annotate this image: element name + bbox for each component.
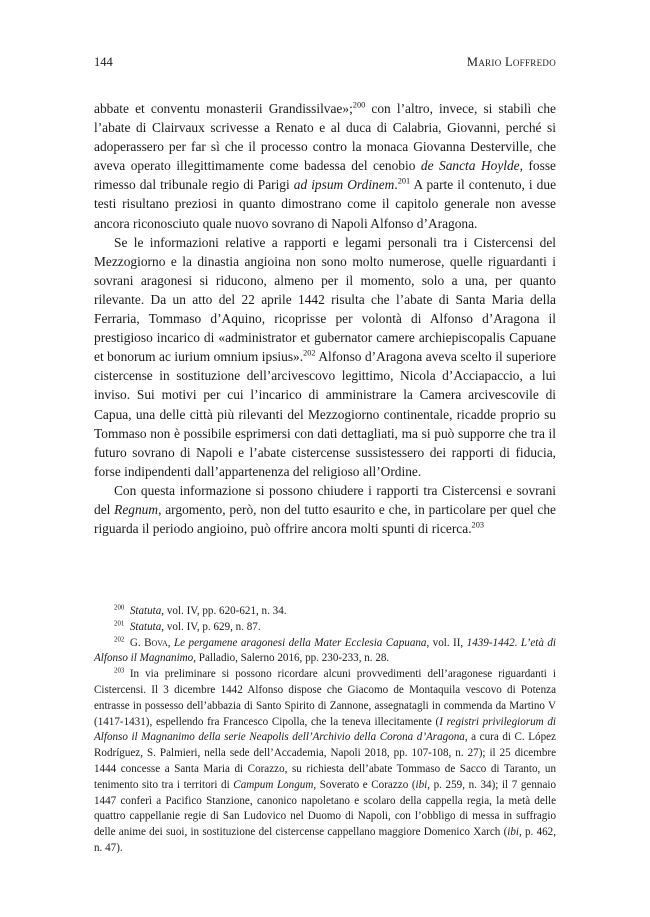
running-head-author: Mario Loffredo — [466, 55, 556, 69]
author-name: G. B — [129, 636, 152, 649]
text-run: , vol. II, — [426, 636, 467, 649]
footnote-number: 201 — [114, 620, 125, 628]
text-run: Con questa informazione si possono chiudere i rapporti tra Cistercensi e sovrani del — [94, 482, 556, 517]
text-run: , vol. IV, p. 629, n. 87. — [161, 620, 261, 633]
page-number: 144 — [94, 55, 113, 69]
text-run: , Soverato e Corazzo ( — [313, 778, 416, 791]
text-run: , p. 259, n. 34); il 7 gennaio 1447 conferì a Pacifico Stanzione, canonico napoletano e scolaro della cappella regia, la metà delle quattro cappellanie regie di San Ludovico nel Duomo di Napoli, con l’obbligo di messa in suffragio delle anime dei suoi, in sostituzione del cistercense cappellano maggiore Domenico Xarch ( — [94, 778, 556, 839]
text-run: , — [167, 636, 174, 649]
text-run: , p. 462, n. 47). — [94, 826, 556, 854]
text-run: , vol. IV, pp. 620-621, n. 34. — [161, 605, 287, 617]
italic-text: Le pergamene aragonesi della Mater Ecclesia Capuana — [174, 636, 427, 649]
italic-text: ad ipsum Ordinem — [293, 177, 395, 193]
running-head — [94, 55, 556, 71]
text-run: In via preliminare si possono ricordare alcuni provvedimenti dell’aragonese riguardanti i Cistercensi. Il 3 dicembre 1442 Alfonso dispose che Giacomo de Montaquila vescovo di Potenza entrasse in possesso dell’abbazia di Santo Spirito di Zannone, assegnatagli in commenda da Martino V (1417-1431), espellendo fra Francesco Cipolla, che la teneva illecitamente ( — [94, 668, 556, 728]
footnote-ref-201[interactable]: 201 — [397, 176, 411, 186]
footnote-ref-203[interactable]: 203 — [471, 520, 484, 530]
paragraph-3 — [94, 481, 556, 538]
italic-text: de Sancta Hoylde — [420, 158, 520, 174]
italic-text: 1439-1442. L’età di Alfonso il Magnanimo — [94, 636, 556, 665]
paragraph-2 — [94, 233, 556, 481]
author-name-smallcaps: ova — [151, 636, 168, 649]
text-run: , fosse rimesso dal tribunale regio di Parigi — [94, 158, 556, 193]
footnote-number: 203 — [114, 667, 125, 675]
text-run: , argomento, però, non del tutto esaurito e che, in particolare per quel che riguarda il periodo angioino, può offrire ancora molti spunti di ricerca. — [94, 501, 556, 537]
footnote-201 — [94, 620, 556, 636]
paragraph-1 — [94, 99, 556, 233]
text-run: con l’altro, invece, si stabilì che l’abate di Clairvaux scrivesse a Renato e al duca di Calabria, Giovanni, perché si adoperassero per far sì che il processo contro la monaca Giovanna Desterville, che aveva operato illegittimamente come badessa del cenobio — [94, 101, 556, 174]
footnote-202 — [94, 636, 556, 668]
italic-text: I registri privilegiorum di Alfonso il Magnanimo della serie Neapolis dell’Archivio della Corona d’Aragona — [94, 715, 556, 744]
italic-text: Campum Longum — [233, 778, 314, 791]
main-text — [94, 99, 556, 538]
italic-text: Statuta — [129, 620, 162, 633]
text-run: Alfonso d’Aragona aveva scelto il superiore cistercense in sostituzione dell’arcivescovo legittimo, Nicola d’Acciapaccio, a lui inviso. Sui motivi per cui l’incarico di amministrare la Camera arcivescovile di Capua, una delle città più rilevanti del Mezzogiorno continentale, ricadde proprio su Tommaso non è possibile esprimersi con dati dettagliati, ma si può supporre che tra il futuro sovrano di Napoli e l’abate cistercense sussistessero dei rapporti di fiducia, forse indipendenti dall’appartenenza del religioso all’Ordine. — [94, 349, 557, 479]
text-run: , Palladio, Salerno 2016, pp. 230-233, n. 28. — [193, 652, 390, 665]
footnote-200 — [94, 604, 556, 620]
footnote-ref-202[interactable]: 202 — [303, 348, 316, 358]
text-run: Se le informazioni relative a rapporti e legami personali tra i Cistercensi del Mezzogiorno e la dinastia angioina non sono molto numerose, quelle riguardanti i sovrani aragonesi si riducono, almeno per il momento, solo a una, per quanto rilevante. Da un atto del 22 aprile 1442 risulta che l’abate di Santa Maria della Ferraria, Tommaso d’Aquino, ricoprisse per volontà di Alfonso d’Aragona il prestigioso incarico di «administrator et gubernator camere archiepiscopalis Capuane et bonorum ac iurium omnium ipsius». — [94, 234, 556, 365]
footnote-203 — [94, 667, 556, 857]
text-run: A parte il contenuto, i due testi risultano preziosi in quanto dimostrano come il capitolo generale non avesse ancora riconosciuto quale nuovo sovrano di Napoli Alfonso d’Aragona. — [94, 177, 557, 231]
italic-text: Statuta — [129, 605, 162, 617]
footnote-number: 202 — [114, 635, 125, 643]
text-run: , a cura di C. López Rodríguez, S. Palmieri, nella sede dell’Accademia, Napoli 2018, pp. 107-108, n. 27); il 25 dicembre 1444 concesse a Santa Maria di Corazzo, su richiesta dell’abate Tommaso de Sacco di Taranto, un tenimento sito tra i territori di — [94, 731, 556, 791]
italic-text: ibi — [415, 778, 428, 791]
text-run: . — [394, 177, 398, 193]
footnotes — [94, 604, 556, 857]
footnote-number: 200 — [114, 604, 125, 612]
italic-text: Regnum — [114, 501, 159, 517]
text-run: abbate et conventu monasterii Grandissilvae»; — [94, 101, 353, 116]
footnote-ref-200[interactable]: 200 — [352, 100, 366, 110]
italic-text: ibi — [507, 826, 519, 839]
